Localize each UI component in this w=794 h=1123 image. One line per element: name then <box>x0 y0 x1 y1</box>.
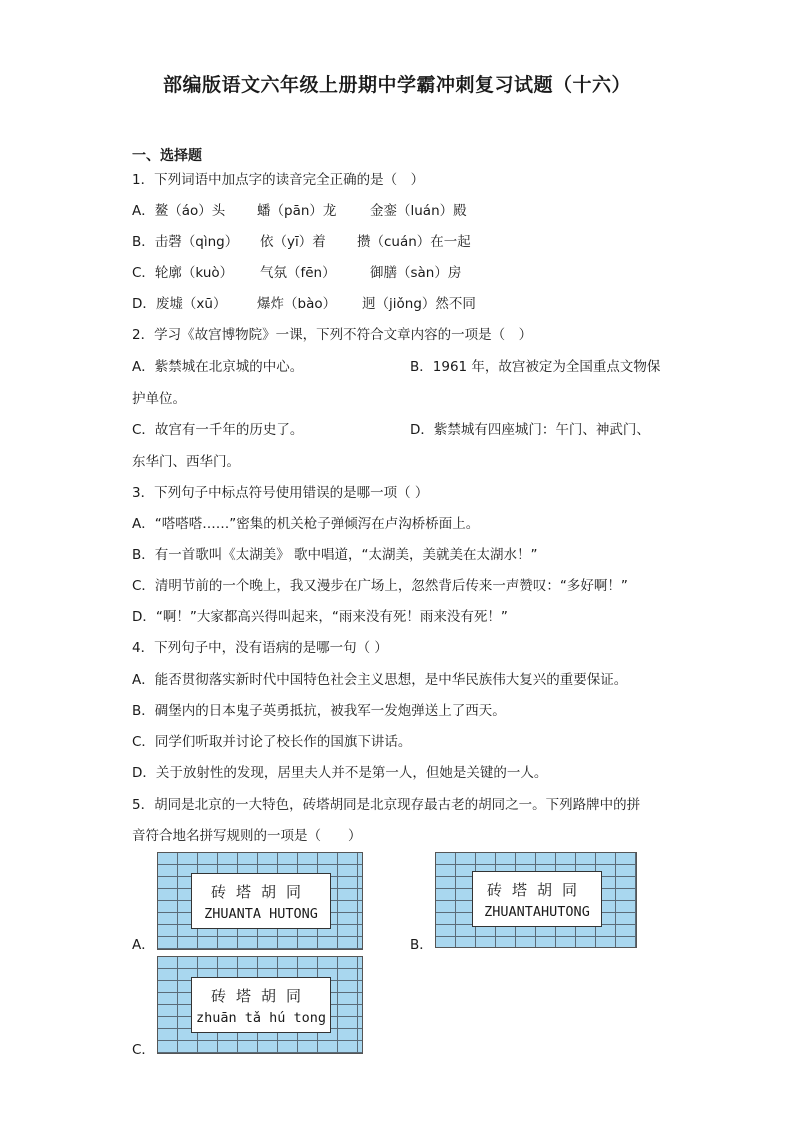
page-title: 部编版语文六年级上册期中学霸冲刺复习试题（十六） <box>162 74 631 96</box>
q5-option-c-label: C． <box>132 1042 155 1058</box>
question-4-stem: 4．下列句子中，没有语病的是哪一句（ ） <box>132 640 388 656</box>
street-sign-c-pinyin: zhuān tǎ hú tong <box>195 1010 327 1026</box>
street-sign-a-chinese: 砖塔胡同 <box>210 883 311 901</box>
q1-option-d-1: D．废墟（xū） <box>132 296 227 312</box>
q2-option-b: B．1961 年，故宫被定为全国重点文物保 <box>410 359 661 375</box>
q1-option-d-2: 爆炸（bào） <box>257 296 337 312</box>
q3-option-c: C．清明节前的一个晚上，我又漫步在广场上，忽然背后传来一声赞叹：“多好啊！” <box>132 578 628 594</box>
q4-option-a: A．能否贯彻落实新时代中国特色社会主义思想，是中华民族伟大复兴的重要保证。 <box>132 672 628 688</box>
street-sign-b-pinyin: ZHUANTAHUTONG <box>484 904 590 920</box>
q1-option-c-3: 御膳（sàn）房 <box>370 265 462 281</box>
q3-option-d: D．“啊！”大家都高兴得叫起来，“雨来没有死！雨来没有死！” <box>132 609 508 625</box>
street-sign-c <box>157 956 363 1054</box>
q3-option-b: B．有一首歌叫《太湖美》 歌中唱道，“太湖美，美就美在太湖水！” <box>132 547 538 563</box>
question-1-stem: 1．下列词语中加点字的读音完全正确的是（ ） <box>132 172 425 188</box>
q2-option-a: A．紫禁城在北京城的中心。 <box>132 359 304 375</box>
q1-option-a-2: 蟠（pān）龙 <box>257 203 337 219</box>
q4-option-b: B．碉堡内的日本鬼子英勇抵抗，被我军一发炮弹送上了西天。 <box>132 703 506 719</box>
q1-option-b-1: B．击磬（qìng） <box>132 234 239 250</box>
street-sign-a <box>157 852 363 950</box>
street-sign-b-chinese: 砖塔胡同 <box>486 881 587 899</box>
q1-option-c-2: 气氛（fēn） <box>260 265 336 281</box>
street-sign-c-chinese: 砖塔胡同 <box>210 987 311 1005</box>
q1-option-b-2: 依（yī）着 <box>260 234 326 250</box>
q1-option-a-3: 金銮（luán）殿 <box>370 203 467 219</box>
question-5-stem: 5．胡同是北京的一大特色，砖塔胡同是北京现存最古老的胡同之一。下列路牌中的拼 <box>132 797 641 813</box>
q5-option-a-label: A． <box>132 937 155 953</box>
q1-option-c-1: C．轮廓（kuò） <box>132 265 234 281</box>
street-sign-a-plate <box>191 873 331 929</box>
q1-option-b-3: 攒（cuán）在一起 <box>357 234 471 250</box>
section-heading: 一、选择题 <box>132 148 202 164</box>
question-2-stem: 2．学习《故宫博物院》一课，下列不符合文章内容的一项是（ ） <box>132 327 533 343</box>
q2-option-b-cont: 护单位。 <box>132 391 186 407</box>
q5-option-b-label: B． <box>410 937 433 953</box>
street-sign-a-pinyin: ZHUANTA HUTONG <box>204 906 318 922</box>
q4-option-c: C．同学们听取并讨论了校长作的国旗下讲话。 <box>132 734 412 750</box>
q2-option-c: C．故宫有一千年的历史了。 <box>132 422 304 438</box>
q2-option-d-cont: 东华门、西华门。 <box>132 454 240 470</box>
street-sign-b-plate <box>472 871 602 927</box>
q2-option-d: D．紫禁城有四座城门：午门、神武门、 <box>410 422 650 438</box>
question-5-stem-cont: 音符合地名拼写规则的一项是（ ） <box>132 828 362 844</box>
q4-option-d: D．关于放射性的发现，居里夫人并不是第一人，但她是关键的一人。 <box>132 765 548 781</box>
street-sign-c-plate <box>191 977 331 1033</box>
street-sign-b <box>435 852 637 948</box>
q1-option-a-1: A．鳌（áo）头 <box>132 203 226 219</box>
question-3-stem: 3．下列句子中标点符号使用错误的是哪一项（ ） <box>132 485 429 501</box>
q3-option-a: A．“嗒嗒嗒……”密集的机关枪子弹倾泻在卢沟桥桥面上。 <box>132 516 480 532</box>
q1-option-d-3: 迥（jiǒng）然不同 <box>362 296 476 312</box>
